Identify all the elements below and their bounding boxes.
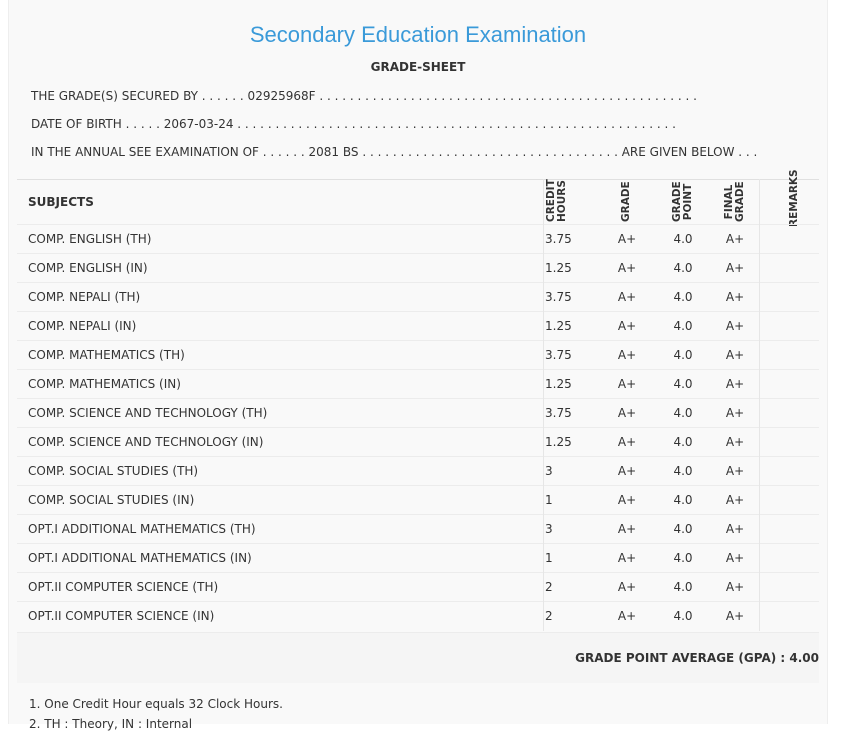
- subject-cell: OPT.I ADDITIONAL MATHEMATICS (IN): [28, 551, 252, 565]
- subject-cell: COMP. SCIENCE AND TECHNOLOGY (IN): [28, 435, 264, 449]
- credit-hours-cell: 1.25: [545, 319, 572, 333]
- final-grade-cell: A+: [725, 406, 745, 420]
- header-subjects: SUBJECTS: [28, 195, 94, 209]
- credit-hours-cell: 3.75: [545, 290, 572, 304]
- grade-point-cell: 4.0: [673, 406, 693, 420]
- final-grade-cell: A+: [725, 232, 745, 246]
- grade-cell: A+: [617, 319, 637, 333]
- final-grade-cell: A+: [725, 435, 745, 449]
- grade-cell: A+: [617, 348, 637, 362]
- final-grade-cell: A+: [725, 609, 745, 623]
- credit-hours-cell: 3: [545, 464, 553, 478]
- grade-cell: A+: [617, 551, 637, 565]
- grade-sheet-page: [8, 0, 828, 731]
- grade-point-cell: 4.0: [673, 551, 693, 565]
- table-row: [17, 253, 819, 283]
- subject-cell: COMP. MATHEMATICS (TH): [28, 348, 185, 362]
- final-grade-cell: A+: [725, 261, 745, 275]
- subject-cell: COMP. NEPALI (TH): [28, 290, 141, 304]
- table-row: [17, 369, 819, 399]
- grade-cell: A+: [617, 609, 637, 623]
- final-grade-cell: A+: [725, 551, 745, 565]
- credit-hours-cell: 3: [545, 522, 553, 536]
- grade-cell: A+: [617, 435, 637, 449]
- grade-cell: A+: [617, 261, 637, 275]
- header-grade-point: GRADE POINT: [671, 181, 694, 222]
- grade-point-cell: 4.0: [673, 290, 693, 304]
- secured-by-line: THE GRADE(S) SECURED BY . . . . . . 02925968F . . . . . . . . . . . . . . . . . . . . . . . . . . . . . . . . . . . . . . . . . . . . . . . . . .: [31, 89, 697, 103]
- header-final-grade: FINAL GRADE: [723, 181, 746, 222]
- grade-point-cell: 4.0: [673, 377, 693, 391]
- table-row: [17, 601, 819, 631]
- date-of-birth-line: DATE OF BIRTH . . . . . 2067-03-24 . . . . . . . . . . . . . . . . . . . . . . . . . . . . . . . . . . . . . . . . . . . . . . . . . . . . . . . . . .: [31, 117, 676, 131]
- credit-hours-cell: 1: [545, 493, 553, 507]
- final-grade-cell: A+: [725, 290, 745, 304]
- header-credit-hours: CREDIT HOURS: [545, 179, 568, 222]
- grade-point-cell: 4.0: [673, 319, 693, 333]
- table-row: [17, 514, 819, 544]
- grade-cell: A+: [617, 464, 637, 478]
- subject-cell: OPT.II COMPUTER SCIENCE (IN): [28, 609, 215, 623]
- grade-cell: A+: [617, 232, 637, 246]
- credit-hours-cell: 3.75: [545, 232, 572, 246]
- page-title: Secondary Education Examination: [249, 22, 587, 47]
- grade-cell: A+: [617, 522, 637, 536]
- grade-cell: A+: [617, 377, 637, 391]
- table-row: [17, 398, 819, 428]
- table-row: [17, 456, 819, 486]
- final-grade-cell: A+: [725, 348, 745, 362]
- grade-point-cell: 4.0: [673, 493, 693, 507]
- note-credit-hours: 1. One Credit Hour equals 32 Clock Hours.: [29, 697, 283, 711]
- table-row: [17, 224, 819, 254]
- grade-cell: A+: [617, 290, 637, 304]
- subject-cell: COMP. SOCIAL STUDIES (TH): [28, 464, 199, 478]
- grade-sheet-heading: GRADE-SHEET: [370, 60, 466, 74]
- credit-hours-cell: 3.75: [545, 406, 572, 420]
- final-grade-cell: A+: [725, 522, 745, 536]
- table-row: [17, 311, 819, 341]
- credit-hours-cell: 2: [545, 580, 553, 594]
- grade-cell: A+: [617, 493, 637, 507]
- exam-line: IN THE ANNUAL SEE EXAMINATION OF . . . . . . 2081 BS . . . . . . . . . . . . . . . . . . . . . . . . . . . . . . . . . . ARE GIVEN BELOW . . .: [31, 145, 758, 159]
- final-grade-cell: A+: [725, 580, 745, 594]
- subject-cell: COMP. SCIENCE AND TECHNOLOGY (TH): [28, 406, 268, 420]
- gpa-section: [17, 632, 819, 683]
- column-divider: [543, 179, 544, 631]
- final-grade-cell: A+: [725, 377, 745, 391]
- gpa-value: GRADE POINT AVERAGE (GPA) : 4.00: [575, 651, 819, 665]
- grade-point-cell: 4.0: [673, 348, 693, 362]
- grade-point-cell: 4.0: [673, 435, 693, 449]
- credit-hours-cell: 2: [545, 609, 553, 623]
- table-row: [17, 572, 819, 602]
- table-row: [17, 543, 819, 573]
- grade-point-cell: 4.0: [673, 522, 693, 536]
- subject-cell: OPT.I ADDITIONAL MATHEMATICS (TH): [28, 522, 256, 536]
- note-abbreviations: 2. TH : Theory, IN : Internal: [29, 717, 193, 731]
- grades-table: [17, 169, 819, 631]
- table-row: [17, 282, 819, 312]
- subject-cell: COMP. NEPALI (IN): [28, 319, 137, 333]
- grade-point-cell: 4.0: [673, 261, 693, 275]
- credit-hours-cell: 1.25: [545, 435, 572, 449]
- subject-cell: COMP. SOCIAL STUDIES (IN): [28, 493, 195, 507]
- table-row: [17, 485, 819, 515]
- subject-cell: OPT.II COMPUTER SCIENCE (TH): [28, 580, 219, 594]
- grade-point-cell: 4.0: [673, 609, 693, 623]
- credit-hours-cell: 1.25: [545, 261, 572, 275]
- grade-point-cell: 4.0: [673, 232, 693, 246]
- header-grade: GRADE: [620, 181, 632, 222]
- grade-point-cell: 4.0: [673, 464, 693, 478]
- grade-cell: A+: [617, 580, 637, 594]
- final-grade-cell: A+: [725, 464, 745, 478]
- table-row: [17, 427, 819, 457]
- credit-hours-cell: 1: [545, 551, 553, 565]
- table-row: [17, 340, 819, 370]
- final-grade-cell: A+: [725, 319, 745, 333]
- credit-hours-cell: 3.75: [545, 348, 572, 362]
- column-divider: [759, 179, 760, 631]
- subject-cell: COMP. ENGLISH (TH): [28, 232, 152, 246]
- subject-cell: COMP. MATHEMATICS (IN): [28, 377, 181, 391]
- grade-cell: A+: [617, 406, 637, 420]
- header-remarks: REMARKS: [788, 169, 800, 227]
- credit-hours-cell: 1.25: [545, 377, 572, 391]
- subject-cell: COMP. ENGLISH (IN): [28, 261, 148, 275]
- final-grade-cell: A+: [725, 493, 745, 507]
- table-header-row: [17, 169, 819, 227]
- grade-point-cell: 4.0: [673, 580, 693, 594]
